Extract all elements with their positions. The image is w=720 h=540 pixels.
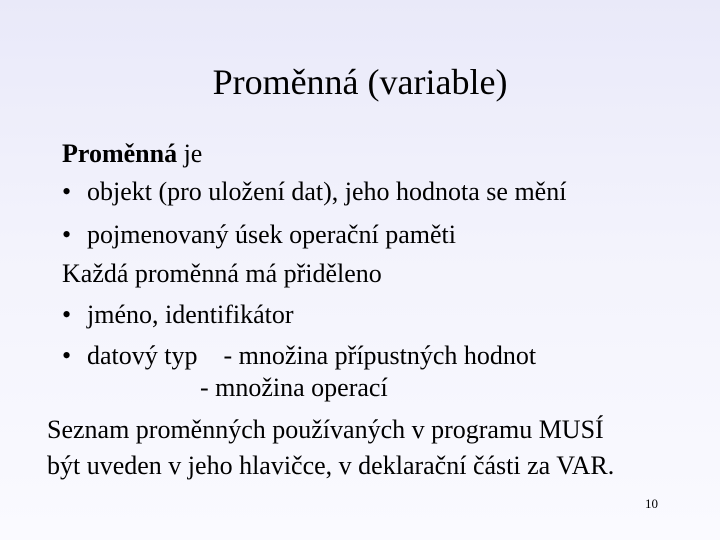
bullet-icon: •: [62, 300, 72, 329]
bullet-text: pojmenovaný úsek operační paměti: [87, 220, 456, 249]
bullet-item: [62, 340, 536, 372]
bullet-text: jméno, identifikátor: [87, 300, 294, 329]
intro-rest: je: [177, 139, 203, 168]
bullet-icon: •: [62, 220, 72, 249]
continuation-line: - množina operací: [200, 373, 388, 402]
term-variable: Proměnná: [62, 139, 178, 168]
closing-line: Seznam proměnných používaných v programu MUSÍ: [47, 415, 604, 444]
bullet-item: [62, 299, 294, 331]
bullet-text: objekt (pro uložení dat), jeho hodnota se mění: [87, 177, 567, 206]
bullet-item: [62, 176, 566, 208]
bullet-text: datový typ - množina přípustných hodnot: [87, 341, 537, 370]
closing-line: být uveden v jeho hlavičce, v deklarační části za VAR.: [47, 451, 615, 480]
intro-line: [62, 138, 202, 170]
bullet-icon: •: [62, 177, 72, 206]
slide-title: Proměnná (variable): [212, 62, 508, 102]
bullet-item: [62, 219, 456, 251]
page-number: 10: [645, 496, 658, 511]
assigned-heading: Každá proměnná má přiděleno: [62, 259, 382, 288]
bullet-icon: •: [62, 341, 72, 370]
